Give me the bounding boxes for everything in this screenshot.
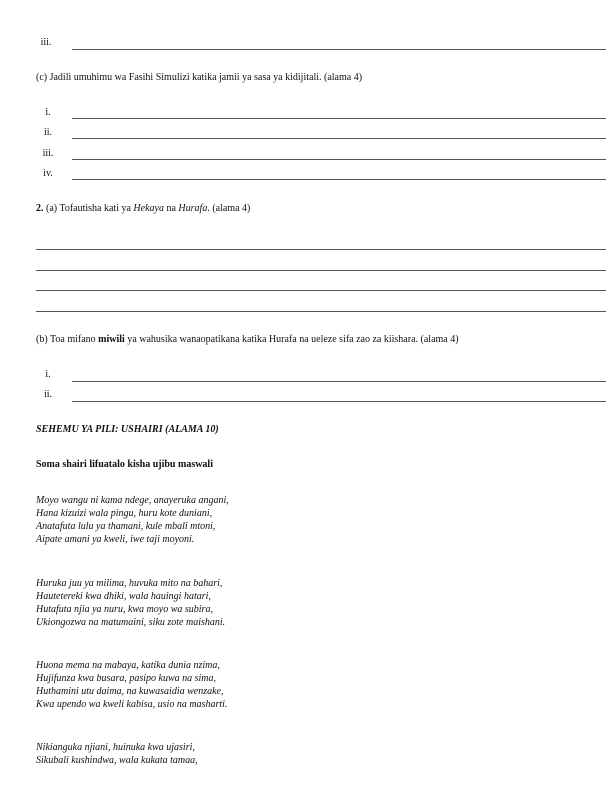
answer-line[interactable]	[72, 138, 606, 139]
answer-label: i.	[45, 107, 51, 118]
answer-line[interactable]	[72, 179, 606, 180]
question-2b	[36, 334, 459, 345]
question-text: (b) Toa mifano	[36, 334, 99, 345]
poem-line: Huona mema na mabaya, katika dunia nzima,	[36, 660, 220, 671]
answer-line[interactable]	[72, 159, 606, 160]
poem-line: Aipate amani ya kweli, iwe taji moyoni.	[36, 534, 195, 545]
poem-stanza	[36, 741, 198, 767]
poem-line: Huthamini utu daima, na kuwasaidia wenzake,	[36, 686, 224, 697]
answer-line[interactable]	[72, 118, 606, 119]
poem-line: Hana kizuizi wala pingu, huru kote duniani,	[36, 508, 213, 519]
question-text: ya wahusika wanaopatikana katika Hurafa na ueleze sifa zao za kiishara. (alama 4)	[124, 334, 459, 345]
answer-line[interactable]	[72, 381, 606, 382]
poem-stanza	[36, 659, 227, 711]
answer-label: iii.	[40, 37, 52, 48]
question-number: 2.	[36, 203, 44, 214]
answer-line[interactable]	[36, 249, 606, 250]
instruction: Soma shairi lifuatalo kisha ujibu maswali	[36, 459, 213, 470]
poem-line: Huruka juu ya milima, huvuka mito na bahari,	[36, 578, 223, 589]
answer-line[interactable]	[72, 401, 606, 402]
poem-line: Anatafuta lulu ya thamani, kule mbali mtoni,	[36, 521, 216, 532]
question-2a	[36, 203, 250, 214]
poem-line: Hutafuta njia ya nuru, kwa moyo wa subira,	[36, 604, 213, 615]
answer-line[interactable]	[72, 49, 606, 50]
poem-line: Kwa upendo wa kweli kabisa, usio na masharti.	[36, 699, 228, 710]
answer-line[interactable]	[36, 270, 606, 271]
answer-label: iv.	[43, 168, 53, 179]
poem-stanza	[36, 494, 229, 546]
poem-line: Moyo wangu ni kama ndege, anayeruka angani,	[36, 495, 229, 506]
term-hurafa: Hurafa	[178, 203, 208, 214]
poem-line: Ukiongozwa na matumaini, siku zote maishani.	[36, 617, 226, 628]
question-text: (a) Tofautisha kati ya	[43, 203, 134, 214]
answer-label: ii.	[43, 389, 53, 400]
poem-line: Hautetereki kwa dhiki, wala hauingi hatari,	[36, 591, 211, 602]
poem-line: Nikianguka njiani, huinuka kwa ujasiri,	[36, 742, 195, 753]
answer-label: i.	[45, 369, 51, 380]
poem-line: Hujifunza kwa busara, pasipo kuwa na sima,	[36, 673, 217, 684]
section-heading: SEHEMU YA PILI: USHAIRI (ALAMA 10)	[36, 424, 219, 435]
answer-label: ii.	[43, 127, 53, 138]
question-text: na	[163, 203, 179, 214]
question-1c: (c) Jadili umuhimu wa Fasihi Simulizi katika jamii ya sasa ya kidijitali. (alama 4)	[36, 72, 363, 83]
question-text: . (alama 4)	[207, 203, 251, 214]
emphasis: miwili	[98, 334, 125, 345]
poem-stanza	[36, 577, 225, 629]
answer-line[interactable]	[36, 311, 606, 312]
answer-label: iii.	[42, 148, 54, 159]
poem-line: Sikubali kushindwa, wala kukata tamaa,	[36, 755, 198, 766]
term-hekaya: Hekaya	[133, 203, 164, 214]
answer-line[interactable]	[36, 290, 606, 291]
